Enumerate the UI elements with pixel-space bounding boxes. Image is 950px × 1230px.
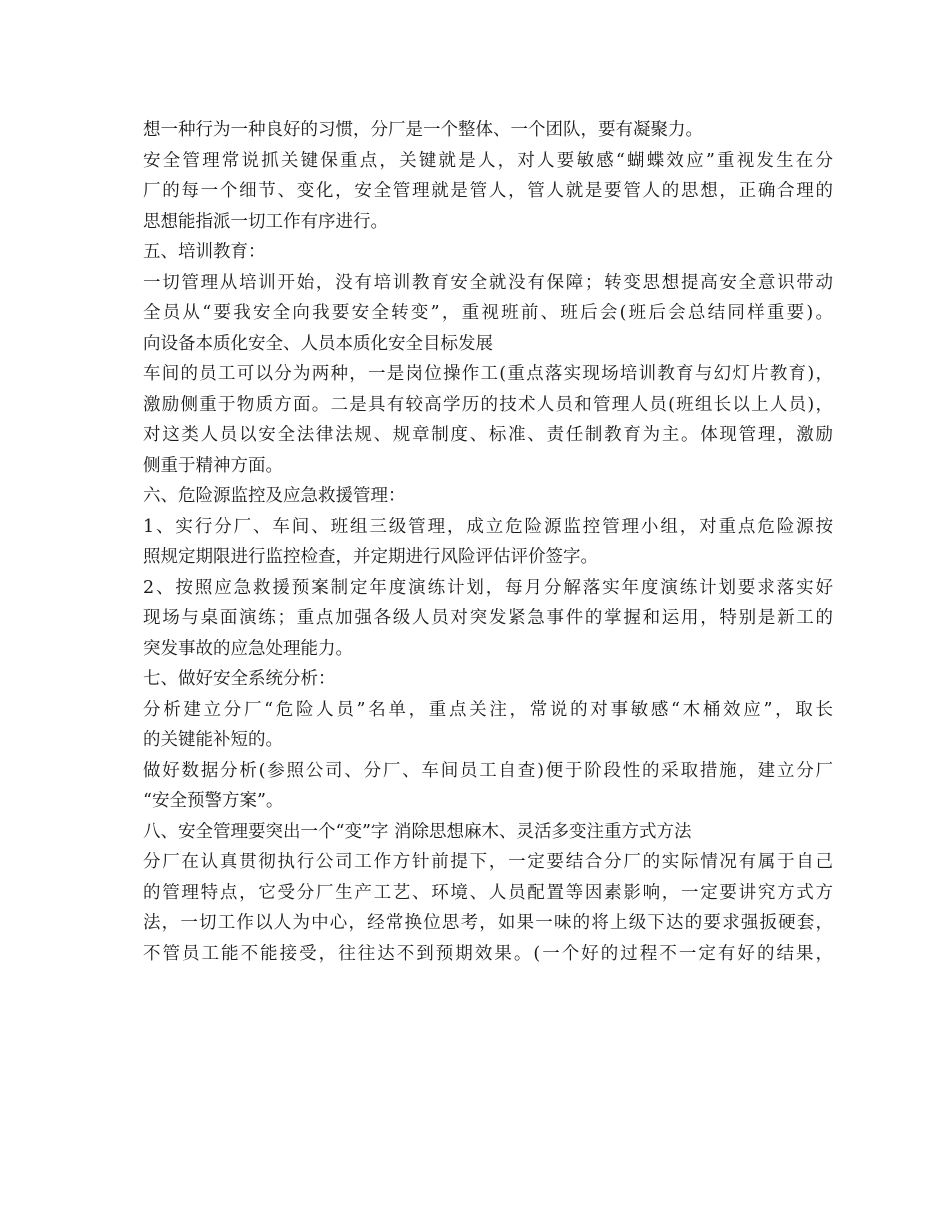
text-line: 车间的员工可以分为两种，一是岗位操作工(重点落实现场培训教育与幻灯片教育)， — [143, 364, 833, 384]
text-line: 一切管理从培训开始，没有培训教育安全就没有保障；转变思想提高安全意识带动 — [143, 272, 833, 293]
text-line: 向设备本质化安全、人员本质化安全目标发展 — [143, 333, 493, 354]
text-line: 分厂在认真贯彻执行公司工作方针前提下，一定要结合分厂的实际情况有属于自己 — [143, 852, 833, 872]
text-line: 八、安全管理要突出一个“变”字 消除思想麻木、灵活多变注重方式方法 — [143, 821, 692, 842]
text-line: 对这类人员以安全法律法规、规章制度、标准、责任制教育为主。体现管理，激励 — [143, 425, 833, 445]
text-line: 突发事故的应急处理能力。 — [143, 638, 353, 659]
text-line: 不管员工能不能接受，往往达不到预期效果。(一个好的过程不一定有好的结果， — [143, 943, 833, 964]
text-line: 法，一切工作以人为中心，经常换位思考，如果一味的将上级下达的要求强扳硬套， — [143, 913, 833, 933]
text-line: 的关键能补短的。 — [143, 730, 283, 750]
text-line: 侧重于精神方面。 — [143, 455, 283, 476]
document-body — [143, 115, 833, 969]
text-line: 安全管理常说抓关键保重点，关键就是人，对人要敏感“蝴蝶效应”重视发生在分 — [143, 150, 833, 171]
text-line: 厂的每一个细节、变化，安全管理就是管人，管人就是要管人的思想，正确合理的 — [143, 181, 833, 201]
text-line: 2、按照应急救援预案制定年度演练计划，每月分解落实年度演练计划要求落实好 — [143, 577, 833, 598]
text-line: 激励侧重于物质方面。二是具有较高学历的技术人员和管理人员(班组长以上人员)， — [143, 394, 833, 415]
text-line: 全员从“要我安全向我要安全转变”，重视班前、班后会(班后会总结同样重要)。 — [143, 303, 833, 323]
text-line: 1、实行分厂、车间、班组三级管理，成立危险源监控管理小组，对重点危险源按 — [143, 516, 833, 537]
text-line: 思想能指派一切工作有序进行。 — [143, 211, 388, 232]
text-line: 想一种行为一种良好的习惯，分厂是一个整体、一个团队，要有凝聚力。 — [143, 120, 703, 140]
text-line: 六、危险源监控及应急救援管理： — [143, 486, 406, 506]
text-line: “安全预警方案”。 — [143, 791, 284, 811]
text-line: 现场与桌面演练；重点加强各级人员对突发紧急事件的掌握和运用，特别是新工的 — [143, 608, 833, 628]
text-line: 七、做好安全系统分析： — [143, 669, 336, 689]
text-line: 五、培训教育： — [143, 242, 266, 262]
text-line: 分析建立分厂“危险人员”名单，重点关注，常说的对事敏感“木桶效应”，取长 — [143, 699, 833, 720]
text-line: 照规定期限进行监控检查，并定期进行风险评估评价签字。 — [143, 547, 598, 567]
text-line: 做好数据分析(参照公司、分厂、车间员工自查)便于阶段性的采取措施，建立分厂 — [143, 760, 833, 781]
text-line: 的管理特点，它受分厂生产工艺、环境、人员配置等因素影响，一定要讲究方式方 — [143, 882, 833, 903]
